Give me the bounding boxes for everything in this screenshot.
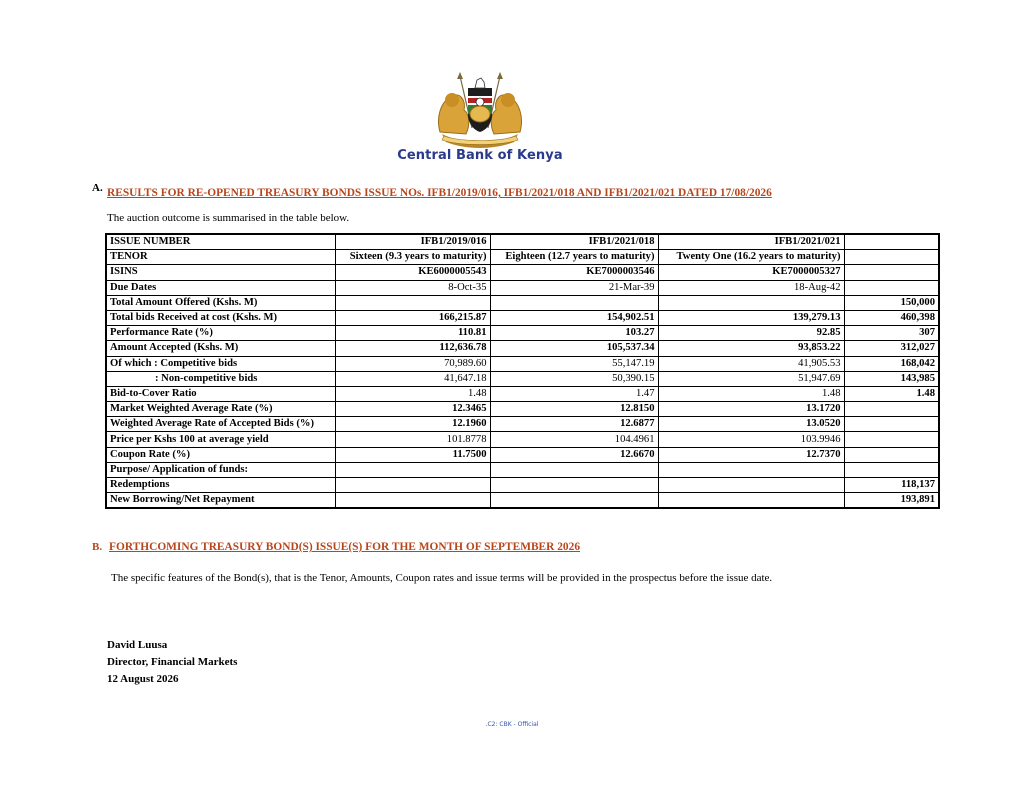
row-label-cell: ISSUE NUMBER — [106, 234, 335, 250]
value-cell: 18-Aug-42 — [658, 280, 844, 295]
total-cell: 143,985 — [844, 371, 939, 386]
total-cell — [844, 417, 939, 432]
value-cell: 21-Mar-39 — [490, 280, 658, 295]
value-cell: IFB1/2021/021 — [658, 234, 844, 250]
total-cell — [844, 462, 939, 477]
value-cell: 166,215.87 — [335, 310, 490, 325]
value-cell: KE7000003546 — [490, 265, 658, 280]
value-cell: 12.1960 — [335, 417, 490, 432]
value-cell — [490, 478, 658, 493]
value-cell: 12.6877 — [490, 417, 658, 432]
value-cell — [658, 478, 844, 493]
row-label-cell: Performance Rate (%) — [106, 326, 335, 341]
row-label-cell: ISINS — [106, 265, 335, 280]
row-label-cell: Of which : Competitive bids — [106, 356, 335, 371]
section-a-marker: A. — [92, 182, 103, 194]
total-cell — [844, 280, 939, 295]
table-row — [106, 295, 939, 310]
value-cell: Sixteen (9.3 years to maturity) — [335, 250, 490, 265]
row-label-cell: Coupon Rate (%) — [106, 447, 335, 462]
value-cell: 1.48 — [658, 386, 844, 401]
signatory-name: David Luusa — [107, 639, 168, 651]
total-cell: 150,000 — [844, 295, 939, 310]
total-cell — [844, 250, 939, 265]
table-row — [106, 478, 939, 493]
signature-date: 12 August 2026 — [107, 673, 179, 685]
cbk-coat-of-arms-icon — [430, 70, 530, 148]
total-cell: 307 — [844, 326, 939, 341]
table-row — [106, 356, 939, 371]
value-cell: 70,989.60 — [335, 356, 490, 371]
section-a-title: RESULTS FOR RE-OPENED TREASURY BONDS ISSUE NOs. IFB1/2019/016, IFB1/2021/018 AND IFB1/2021/021 DATED 17/08/2026 — [107, 187, 772, 199]
total-cell: 168,042 — [844, 356, 939, 371]
value-cell: 110.81 — [335, 326, 490, 341]
total-cell: 460,398 — [844, 310, 939, 325]
value-cell: 50,390.15 — [490, 371, 658, 386]
row-label-cell: TENOR — [106, 250, 335, 265]
value-cell: KE7000005327 — [658, 265, 844, 280]
value-cell: 139,279.13 — [658, 310, 844, 325]
value-cell: 93,853.22 — [658, 341, 844, 356]
total-cell — [844, 234, 939, 250]
value-cell: 8-Oct-35 — [335, 280, 490, 295]
value-cell: Eighteen (12.7 years to maturity) — [490, 250, 658, 265]
table-row — [106, 386, 939, 401]
total-cell — [844, 402, 939, 417]
value-cell — [490, 295, 658, 310]
value-cell: 12.6670 — [490, 447, 658, 462]
value-cell: IFB1/2021/018 — [490, 234, 658, 250]
table-row — [106, 402, 939, 417]
value-cell: 92.85 — [658, 326, 844, 341]
value-cell — [335, 478, 490, 493]
value-cell: 13.1720 — [658, 402, 844, 417]
table-row — [106, 250, 939, 265]
value-cell — [335, 295, 490, 310]
value-cell: 103.9946 — [658, 432, 844, 447]
value-cell: 112,636.78 — [335, 341, 490, 356]
value-cell — [335, 462, 490, 477]
value-cell — [658, 493, 844, 509]
row-label-cell: Due Dates — [106, 280, 335, 295]
value-cell: 12.7370 — [658, 447, 844, 462]
results-body — [106, 234, 939, 508]
value-cell: 13.0520 — [658, 417, 844, 432]
value-cell: 41,905.53 — [658, 356, 844, 371]
table-row — [106, 280, 939, 295]
value-cell: 105,537.34 — [490, 341, 658, 356]
value-cell: 1.47 — [490, 386, 658, 401]
row-label-cell: Redemptions — [106, 478, 335, 493]
table-row — [106, 447, 939, 462]
table-row — [106, 234, 939, 250]
total-cell — [844, 265, 939, 280]
value-cell — [490, 462, 658, 477]
section-b-marker: B. — [92, 541, 103, 553]
row-label-cell: Total Amount Offered (Kshs. M) — [106, 295, 335, 310]
table-row — [106, 462, 939, 477]
row-label-cell: Weighted Average Rate of Accepted Bids (%) — [106, 417, 335, 432]
table-row — [106, 310, 939, 325]
value-cell: 12.3465 — [335, 402, 490, 417]
value-cell: 55,147.19 — [490, 356, 658, 371]
total-cell — [844, 432, 939, 447]
classification-label: .C2: CBK - Official — [485, 721, 539, 728]
row-label-cell: Amount Accepted (Kshs. M) — [106, 341, 335, 356]
signatory-position: Director, Financial Markets — [107, 656, 238, 668]
row-label-cell: Price per Kshs 100 at average yield — [106, 432, 335, 447]
auction-results-table — [105, 233, 940, 509]
section-b-text: The specific features of the Bond(s), that is the Tenor, Amounts, Coupon rates and issue terms will be provided in the prospectus before the issue date. — [111, 572, 773, 584]
value-cell — [490, 493, 658, 509]
bank-name: Central Bank of Kenya — [397, 148, 563, 163]
section-b-title: FORTHCOMING TREASURY BOND(S) ISSUE(S) FOR THE MONTH OF SEPTEMBER 2026 — [109, 541, 581, 553]
row-label-cell: Bid-to-Cover Ratio — [106, 386, 335, 401]
signature-block — [107, 637, 237, 688]
total-cell: 193,891 — [844, 493, 939, 509]
total-cell: 312,027 — [844, 341, 939, 356]
value-cell: 11.7500 — [335, 447, 490, 462]
table-row — [106, 432, 939, 447]
table-row — [106, 493, 939, 509]
value-cell: 101.8778 — [335, 432, 490, 447]
row-label-cell: Total bids Received at cost (Kshs. M) — [106, 310, 335, 325]
table-row — [106, 341, 939, 356]
total-cell: 118,137 — [844, 478, 939, 493]
row-label-cell: Purpose/ Application of funds: — [106, 462, 335, 477]
value-cell: 154,902.51 — [490, 310, 658, 325]
logo-block — [380, 70, 580, 163]
row-label-cell: Market Weighted Average Rate (%) — [106, 402, 335, 417]
table-row — [106, 265, 939, 280]
table-row — [106, 371, 939, 386]
section-a-intro: The auction outcome is summarised in the table below. — [107, 212, 350, 224]
value-cell: 12.8150 — [490, 402, 658, 417]
value-cell: 41,647.18 — [335, 371, 490, 386]
table-row — [106, 417, 939, 432]
value-cell: Twenty One (16.2 years to maturity) — [658, 250, 844, 265]
value-cell: IFB1/2019/016 — [335, 234, 490, 250]
value-cell — [658, 295, 844, 310]
value-cell: KE6000005543 — [335, 265, 490, 280]
total-cell: 1.48 — [844, 386, 939, 401]
table-row — [106, 326, 939, 341]
row-label-cell: New Borrowing/Net Repayment — [106, 493, 335, 509]
value-cell: 104.4961 — [490, 432, 658, 447]
value-cell — [335, 493, 490, 509]
value-cell: 51,947.69 — [658, 371, 844, 386]
total-cell — [844, 447, 939, 462]
row-label-cell: : Non-competitive bids — [106, 371, 335, 386]
value-cell — [658, 462, 844, 477]
value-cell: 1.48 — [335, 386, 490, 401]
value-cell: 103.27 — [490, 326, 658, 341]
